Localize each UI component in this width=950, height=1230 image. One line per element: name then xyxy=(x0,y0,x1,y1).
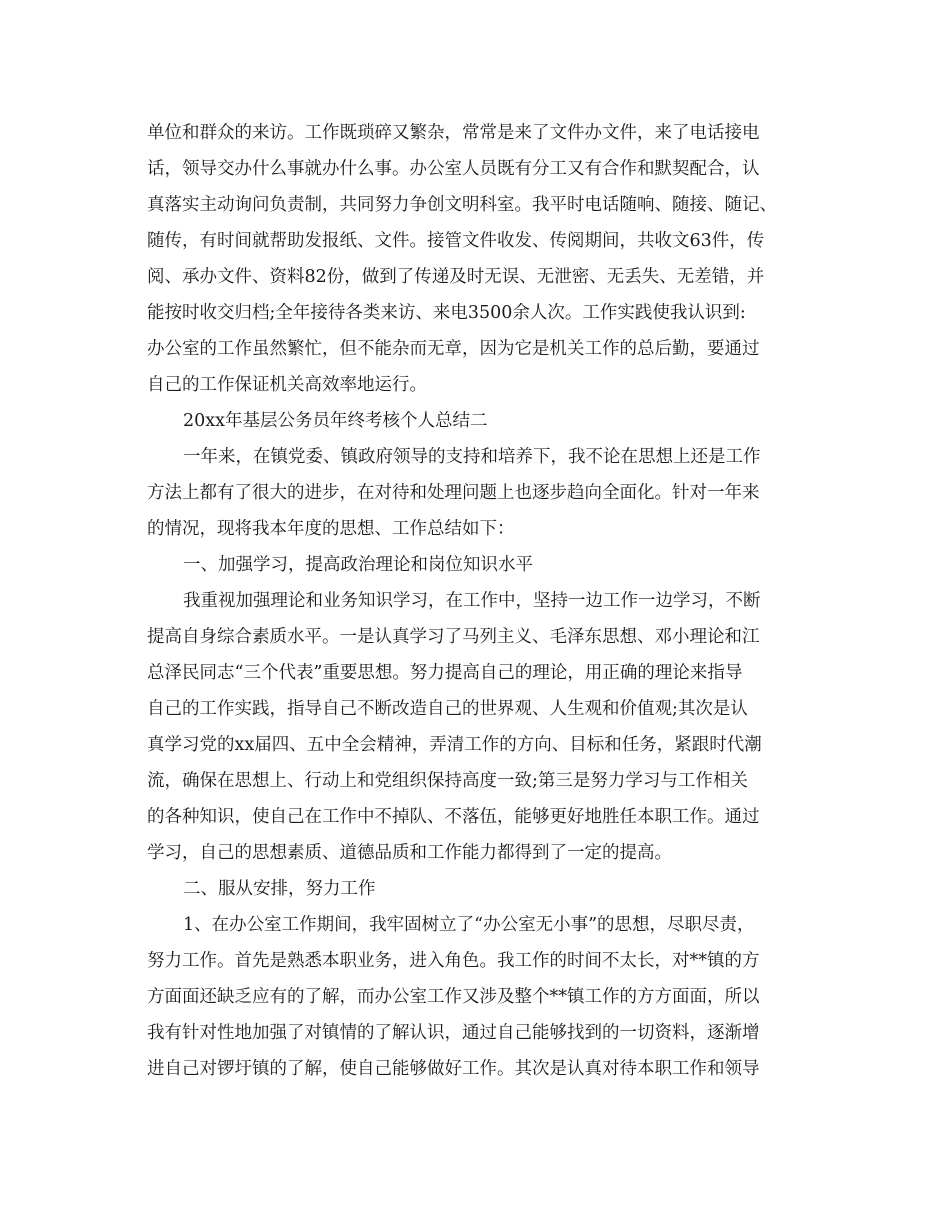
text-line: 方面面还缺乏应有的了解，而办公室工作又涉及整个**镇工作的方方面面，所以 xyxy=(147,987,760,1007)
paragraph-start: 1、在办公室工作期间，我牢固树立了“办公室无小事”的思想，尽职尽责， xyxy=(183,915,755,935)
text-line: 流，确保在思想上、行动上和党组织保持高度一致;第三是努力学习与工作相关 xyxy=(147,771,748,791)
text-line: 进自己对锣圩镇的了解，使自己能够做好工作。其次是认真对待本职工作和领导 xyxy=(147,1059,760,1079)
text-line: 努力工作。首先是熟悉本职业务，进入角色。我工作的时间不太长，对**镇的方 xyxy=(147,951,760,971)
text-line: 提高自身综合素质水平。一是认真学习了马列主义、毛泽东思想、邓小理论和江 xyxy=(147,627,760,647)
text-line: 话，领导交办什么事就办什么事。办公室人员既有分工又有合作和默契配合，认 xyxy=(147,159,760,179)
text-line: 阅、承办文件、资料82份，做到了传递及时无误、无泄密、无丢失、无差错，并 xyxy=(147,267,765,287)
text-line: 真落实主动询问负责制，共同努力争创文明科室。我平时电话随响、随接、随记、 xyxy=(147,195,777,215)
text-line: 学习，自己的思想素质、道德品质和工作能力都得到了一定的提高。 xyxy=(147,843,672,863)
text-line: 办公室的工作虽然繁忙，但不能杂而无章，因为它是机关工作的总后勤，要通过 xyxy=(147,339,760,359)
paragraph-start: 我重视加强理论和业务知识学习，在工作中，坚持一边工作一边学习，不断 xyxy=(183,591,761,611)
document-body xyxy=(147,115,803,1087)
section-heading: 二、服从安排，努力工作 xyxy=(183,879,376,899)
text-line: 我有针对性地加强了对镇情的了解认识，通过自己能够找到的一切资料，逐渐增 xyxy=(147,1023,760,1043)
text-line: 总泽民同志“三个代表”重要思想。努力提高自己的理论，用正确的理论来指导 xyxy=(147,663,743,683)
section-heading: 一、加强学习，提高政治理论和岗位知识水平 xyxy=(183,555,533,575)
text-line: 自己的工作保证机关高效率地运行。 xyxy=(147,375,427,395)
text-line: 随传，有时间就帮助发报纸、文件。接管文件收发、传阅期间，共收文63件，传 xyxy=(147,231,765,251)
text-line: 单位和群众的来访。工作既琐碎又繁杂，常常是来了文件办文件，来了电话接电 xyxy=(147,123,760,143)
text-line: 自己的工作实践，指导自己不断改造自己的世界观、人生观和价值观;其次是认 xyxy=(147,699,748,719)
text-line: 的各种知识，使自己在工作中不掉队、不落伍，能够更好地胜任本职工作。通过 xyxy=(147,807,760,827)
text-line: 方法上都有了很大的进步，在对待和处理问题上也逐步趋向全面化。针对一年来 xyxy=(147,483,760,503)
text-line: 真学习党的xx届四、五中全会精神，弄清工作的方向、目标和任务，紧跟时代潮 xyxy=(147,735,762,755)
section-title: 20xx年基层公务员年终考核个人总结二 xyxy=(183,411,488,431)
text-line: 能按时收交归档;全年接待各类来访、来电3500余人次。工作实践使我认识到: xyxy=(147,303,746,323)
paragraph-start: 一年来，在镇党委、镇政府领导的支持和培养下，我不论在思想上还是工作 xyxy=(183,447,761,467)
text-line: 的情况，现将我本年度的思想、工作总结如下： xyxy=(147,519,515,539)
